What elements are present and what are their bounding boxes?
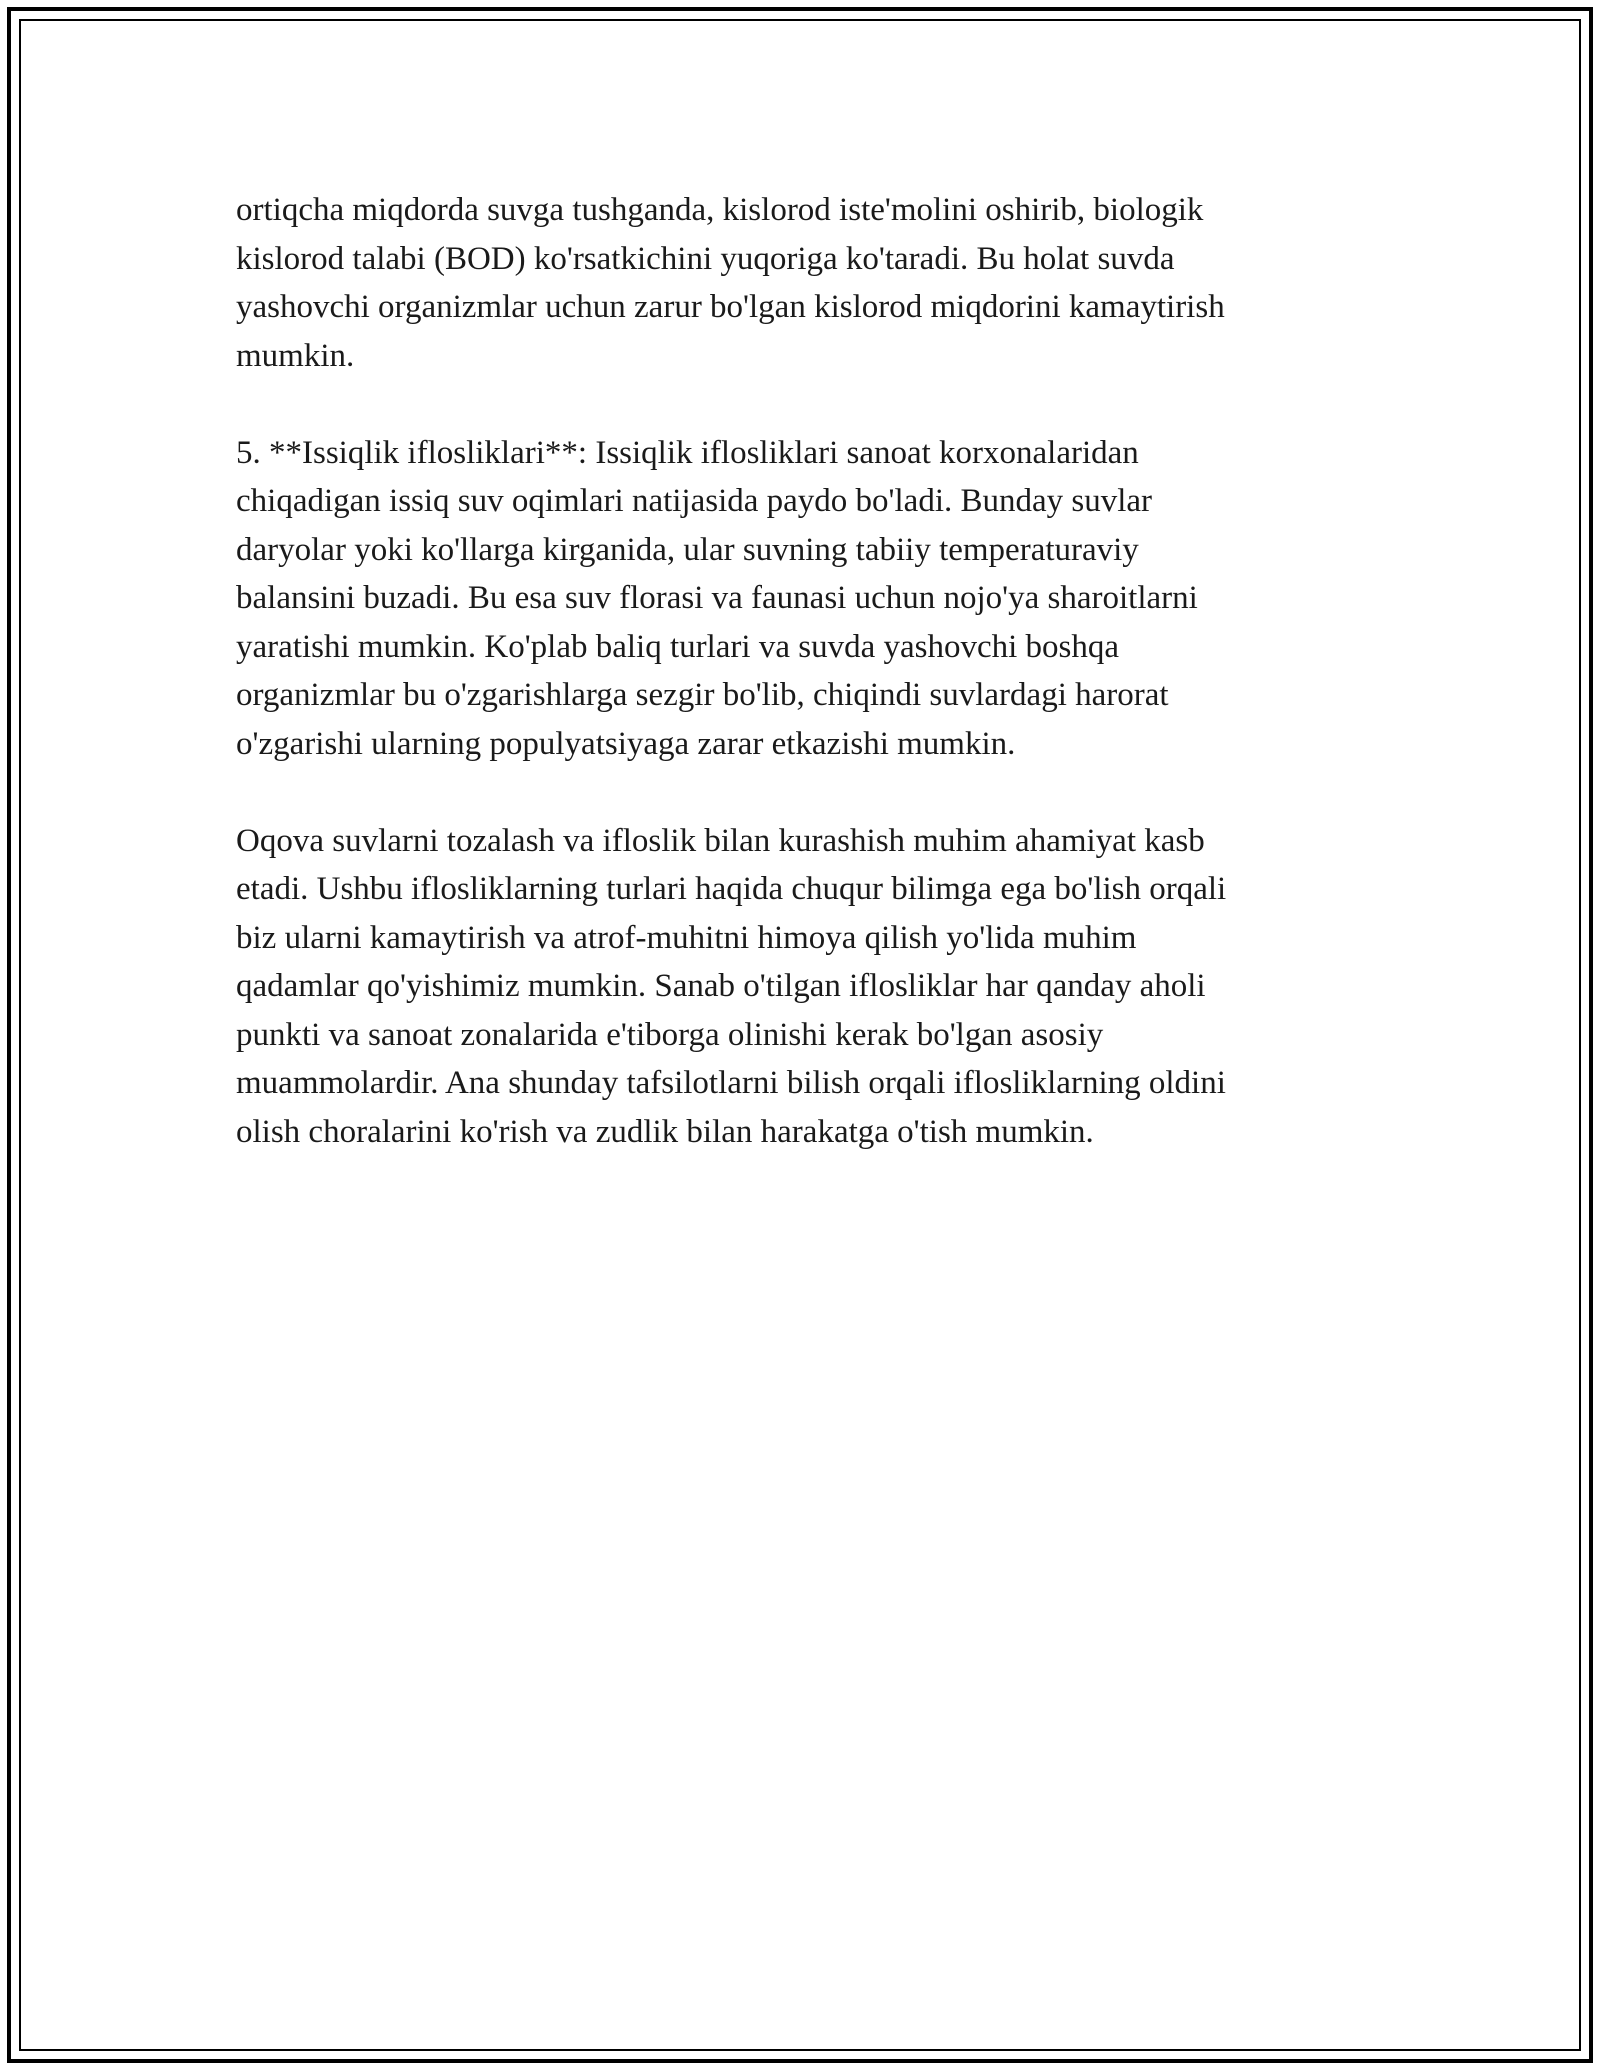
paragraph-bod: ortiqcha miqdorda suvga tushganda, kislorod iste'molini oshirib, biologik kislorod talabi (BOD) ko'rsatkichini yuqoriga ko'taradi. Bu holat suvda yashovchi organizmlar uchun zarur bo'lgan kislorod miqdorini kamaytirish mumkin. xyxy=(236,192,1225,374)
paragraph-conclusion: Oqova suvlarni tozalash va ifloslik bilan kurashish muhim ahamiyat kasb etadi. Ushbu iflosliklarning turlari haqida chuqur bilimga ega bo'lish orqali biz ularni kamaytirish va atrof-muhitni himoya qilish yo'lida muhim qadamlar qo'yishimiz mumkin. Sanab o'tilgan iflosliklar har qanday aholi punkti va sanoat zonalarida e'tiborga olinishi kerak bo'lgan asosiy muammolardir. Ana shunday tafsilotlarni bilish orqali iflosliklarning oldini olish choralarini ko'rish va zudlik bilan harakatga o'tish mumkin. xyxy=(236,822,1227,1150)
paragraph-thermal-pollution: 5. **Issiqlik iflosliklari**: Issiqlik iflosliklari sanoat korxonalaridan chiqadigan issiq suv oqimlari natijasida paydo bo'ladi. Bunday suvlar daryolar yoki ko'llarga kirganida, ular suvning tabiiy temperaturaviy balansini buzadi. Bu esa suv florasi va faunasi uchun nojo'ya sharoitlarni yaratishi mumkin. Ko'plab baliq turlari va suvda yashovchi boshqa organizmlar bu o'zgarishlarga sezgir bo'lib, chiqindi suvlardagi harorat o'zgarishi ularning populyatsiyaga zarar etkazishi mumkin. xyxy=(236,434,1198,762)
document-body xyxy=(236,186,1366,1205)
